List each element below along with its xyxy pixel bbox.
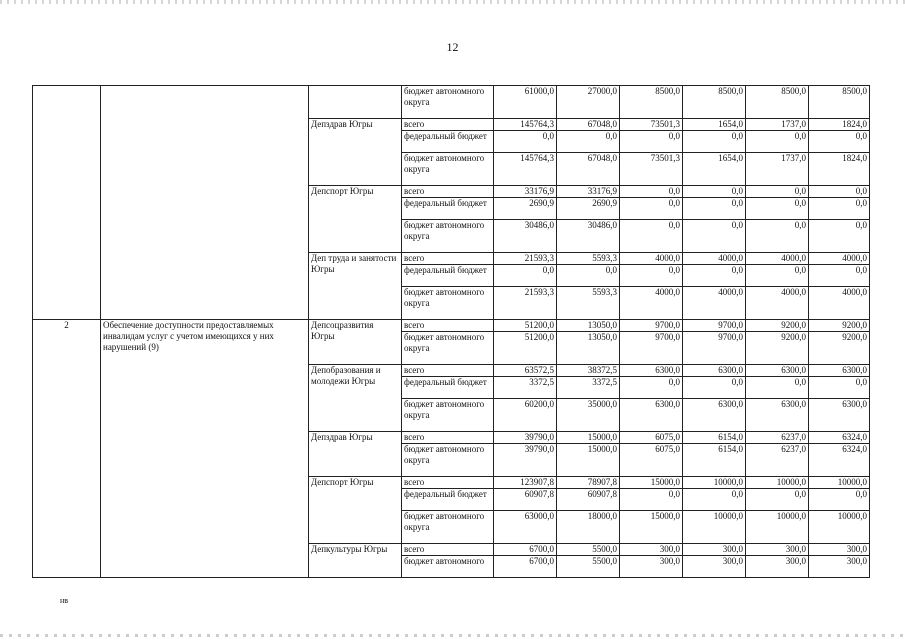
cell-value: 51200,0 — [494, 332, 557, 365]
cell-executor: Депздрав Югры — [309, 119, 402, 186]
cell-value: 13050,0 — [557, 332, 620, 365]
page-number: 12 — [446, 40, 459, 54]
cell-value: 27000,0 — [557, 86, 620, 119]
cell-source: бюджет автономного округа — [402, 86, 494, 119]
cell-value: 0,0 — [746, 377, 809, 399]
cell-value: 0,0 — [746, 198, 809, 220]
cell-executor: Депспорт Югры — [309, 186, 402, 253]
cell-value: 15000,0 — [557, 444, 620, 477]
budget-table — [32, 85, 870, 578]
cell-value: 0,0 — [620, 220, 683, 253]
cell-value: 10000,0 — [809, 511, 870, 544]
cell-value: 0,0 — [809, 186, 870, 198]
cell-value: 18000,0 — [557, 511, 620, 544]
cell-source: федеральный бюджет — [402, 198, 494, 220]
cell-value: 67048,0 — [557, 153, 620, 186]
cell-value: 6324,0 — [809, 444, 870, 477]
cell-value: 30486,0 — [557, 220, 620, 253]
cell-source: федеральный бюджет — [402, 131, 494, 153]
cell-executor: Депсоцразвития Югры — [309, 320, 402, 365]
cell-value: 9700,0 — [620, 320, 683, 332]
cell-value: 0,0 — [683, 131, 746, 153]
cell-value: 6154,0 — [683, 444, 746, 477]
cell-value: 10000,0 — [683, 477, 746, 489]
cell-source: всего — [402, 365, 494, 377]
cell-value: 0,0 — [746, 489, 809, 511]
cell-task — [101, 86, 309, 320]
cell-value: 3372,5 — [557, 377, 620, 399]
table-row — [33, 86, 870, 119]
cell-value: 0,0 — [683, 265, 746, 287]
cell-value: 300,0 — [620, 556, 683, 578]
scan-noise-top — [0, 0, 905, 4]
cell-value: 5500,0 — [557, 544, 620, 556]
cell-source: всего — [402, 544, 494, 556]
cell-value: 300,0 — [809, 544, 870, 556]
cell-task: Обеспечение доступности предоставляемых инвалидам услуг с учетом имеющихся у них нарушений (9) — [101, 320, 309, 578]
cell-value: 5500,0 — [557, 556, 620, 578]
cell-value: 0,0 — [809, 131, 870, 153]
cell-value: 10000,0 — [683, 511, 746, 544]
cell-value: 73501,3 — [620, 153, 683, 186]
cell-value: 9700,0 — [683, 320, 746, 332]
cell-value: 39790,0 — [494, 432, 557, 444]
cell-value: 0,0 — [683, 489, 746, 511]
cell-value: 8500,0 — [746, 86, 809, 119]
cell-source: бюджет автономного округа — [402, 511, 494, 544]
cell-executor: Депздрав Югры — [309, 432, 402, 477]
cell-value: 3372,5 — [494, 377, 557, 399]
cell-value: 6300,0 — [746, 399, 809, 432]
cell-value: 0,0 — [620, 265, 683, 287]
cell-value: 5593,3 — [557, 253, 620, 265]
cell-source: бюджет автономного округа — [402, 220, 494, 253]
cell-value: 4000,0 — [683, 287, 746, 320]
cell-source: всего — [402, 186, 494, 198]
cell-value: 6300,0 — [683, 399, 746, 432]
cell-source: федеральный бюджет — [402, 377, 494, 399]
cell-value: 21593,3 — [494, 287, 557, 320]
cell-value: 0,0 — [746, 220, 809, 253]
cell-executor: Деп труда и занятости Югры — [309, 253, 402, 320]
cell-value: 9700,0 — [620, 332, 683, 365]
cell-value: 63572,5 — [494, 365, 557, 377]
cell-value: 0,0 — [620, 198, 683, 220]
cell-value: 145764,3 — [494, 153, 557, 186]
cell-value: 0,0 — [683, 186, 746, 198]
cell-value: 8500,0 — [620, 86, 683, 119]
cell-value: 300,0 — [746, 556, 809, 578]
cell-value: 6237,0 — [746, 432, 809, 444]
cell-source: всего — [402, 477, 494, 489]
cell-section-no: 2 — [33, 320, 101, 578]
cell-value: 61000,0 — [494, 86, 557, 119]
cell-value: 0,0 — [809, 220, 870, 253]
cell-value: 6300,0 — [746, 365, 809, 377]
cell-value: 33176,9 — [494, 186, 557, 198]
cell-value: 300,0 — [620, 544, 683, 556]
cell-value: 63000,0 — [494, 511, 557, 544]
cell-value: 15000,0 — [620, 477, 683, 489]
table-body — [33, 86, 870, 578]
cell-value: 0,0 — [809, 489, 870, 511]
cell-value: 4000,0 — [809, 253, 870, 265]
cell-value: 6300,0 — [620, 365, 683, 377]
cell-value: 0,0 — [557, 131, 620, 153]
cell-value: 123907,8 — [494, 477, 557, 489]
cell-value: 0,0 — [557, 265, 620, 287]
cell-value: 1654,0 — [683, 119, 746, 131]
cell-source: всего — [402, 119, 494, 131]
cell-value: 6300,0 — [809, 365, 870, 377]
cell-value: 1824,0 — [809, 153, 870, 186]
cell-value: 0,0 — [494, 131, 557, 153]
cell-value: 1654,0 — [683, 153, 746, 186]
cell-value: 8500,0 — [809, 86, 870, 119]
cell-value: 10000,0 — [746, 511, 809, 544]
cell-value: 2690,9 — [557, 198, 620, 220]
cell-value: 0,0 — [683, 377, 746, 399]
cell-value: 4000,0 — [809, 287, 870, 320]
cell-source: бюджет автономного округа — [402, 444, 494, 477]
cell-value: 9200,0 — [809, 332, 870, 365]
cell-value: 9200,0 — [809, 320, 870, 332]
cell-value: 6700,0 — [494, 544, 557, 556]
cell-value: 145764,3 — [494, 119, 557, 131]
cell-value: 4000,0 — [683, 253, 746, 265]
cell-value: 9700,0 — [683, 332, 746, 365]
cell-value: 0,0 — [809, 377, 870, 399]
cell-value: 13050,0 — [557, 320, 620, 332]
cell-value: 15000,0 — [620, 511, 683, 544]
cell-value: 4000,0 — [620, 287, 683, 320]
cell-value: 60907,8 — [494, 489, 557, 511]
cell-value: 6075,0 — [620, 444, 683, 477]
cell-value: 4000,0 — [620, 253, 683, 265]
cell-value: 6324,0 — [809, 432, 870, 444]
cell-source: федеральный бюджет — [402, 265, 494, 287]
cell-value: 9200,0 — [746, 320, 809, 332]
cell-value: 5593,3 — [557, 287, 620, 320]
cell-source: федеральный бюджет — [402, 489, 494, 511]
cell-value: 6700,0 — [494, 556, 557, 578]
cell-source: бюджет автономного округа — [402, 153, 494, 186]
cell-source: всего — [402, 320, 494, 332]
cell-value: 300,0 — [746, 544, 809, 556]
cell-value: 4000,0 — [746, 253, 809, 265]
cell-value: 15000,0 — [557, 432, 620, 444]
cell-value: 33176,9 — [557, 186, 620, 198]
cell-value: 2690,9 — [494, 198, 557, 220]
cell-value: 67048,0 — [557, 119, 620, 131]
cell-value: 0,0 — [494, 265, 557, 287]
cell-value: 51200,0 — [494, 320, 557, 332]
cell-value: 38372,5 — [557, 365, 620, 377]
cell-value: 0,0 — [620, 377, 683, 399]
cell-value: 1824,0 — [809, 119, 870, 131]
cell-value: 0,0 — [746, 265, 809, 287]
cell-executor: Депкультуры Югры — [309, 544, 402, 578]
cell-executor: Депспорт Югры — [309, 477, 402, 544]
cell-value: 30486,0 — [494, 220, 557, 253]
scan-noise-bottom — [0, 634, 905, 637]
cell-value: 0,0 — [809, 198, 870, 220]
cell-value: 60907,8 — [557, 489, 620, 511]
cell-value: 0,0 — [683, 220, 746, 253]
cell-value: 35000,0 — [557, 399, 620, 432]
cell-value: 0,0 — [620, 131, 683, 153]
cell-value: 6300,0 — [683, 365, 746, 377]
cell-value: 0,0 — [746, 186, 809, 198]
cell-value: 6075,0 — [620, 432, 683, 444]
cell-source: бюджет автономного округа — [402, 399, 494, 432]
footer-mark: нв — [60, 596, 69, 605]
cell-value: 0,0 — [620, 186, 683, 198]
cell-value: 6154,0 — [683, 432, 746, 444]
cell-source: всего — [402, 432, 494, 444]
cell-value: 6300,0 — [620, 399, 683, 432]
cell-source: бюджет автономного округа — [402, 332, 494, 365]
cell-value: 300,0 — [809, 556, 870, 578]
cell-value: 1737,0 — [746, 119, 809, 131]
cell-value: 60200,0 — [494, 399, 557, 432]
cell-value: 9200,0 — [746, 332, 809, 365]
cell-value: 8500,0 — [683, 86, 746, 119]
cell-value: 1737,0 — [746, 153, 809, 186]
cell-source: бюджет автономного округа — [402, 287, 494, 320]
cell-value: 0,0 — [746, 131, 809, 153]
cell-source: всего — [402, 253, 494, 265]
cell-value: 10000,0 — [809, 477, 870, 489]
cell-value: 0,0 — [683, 198, 746, 220]
cell-executor: Депобразования и молодежи Югры — [309, 365, 402, 432]
cell-value: 73501,3 — [620, 119, 683, 131]
cell-value: 300,0 — [683, 544, 746, 556]
cell-source: бюджет автономного — [402, 556, 494, 578]
cell-value: 300,0 — [683, 556, 746, 578]
cell-value: 6300,0 — [809, 399, 870, 432]
cell-value: 78907,8 — [557, 477, 620, 489]
cell-value: 10000,0 — [746, 477, 809, 489]
cell-section-no — [33, 86, 101, 320]
cell-executor — [309, 86, 402, 119]
table-row — [33, 320, 870, 332]
cell-value: 0,0 — [620, 489, 683, 511]
cell-value: 0,0 — [809, 265, 870, 287]
cell-value: 6237,0 — [746, 444, 809, 477]
cell-value: 4000,0 — [746, 287, 809, 320]
cell-value: 39790,0 — [494, 444, 557, 477]
cell-value: 21593,3 — [494, 253, 557, 265]
